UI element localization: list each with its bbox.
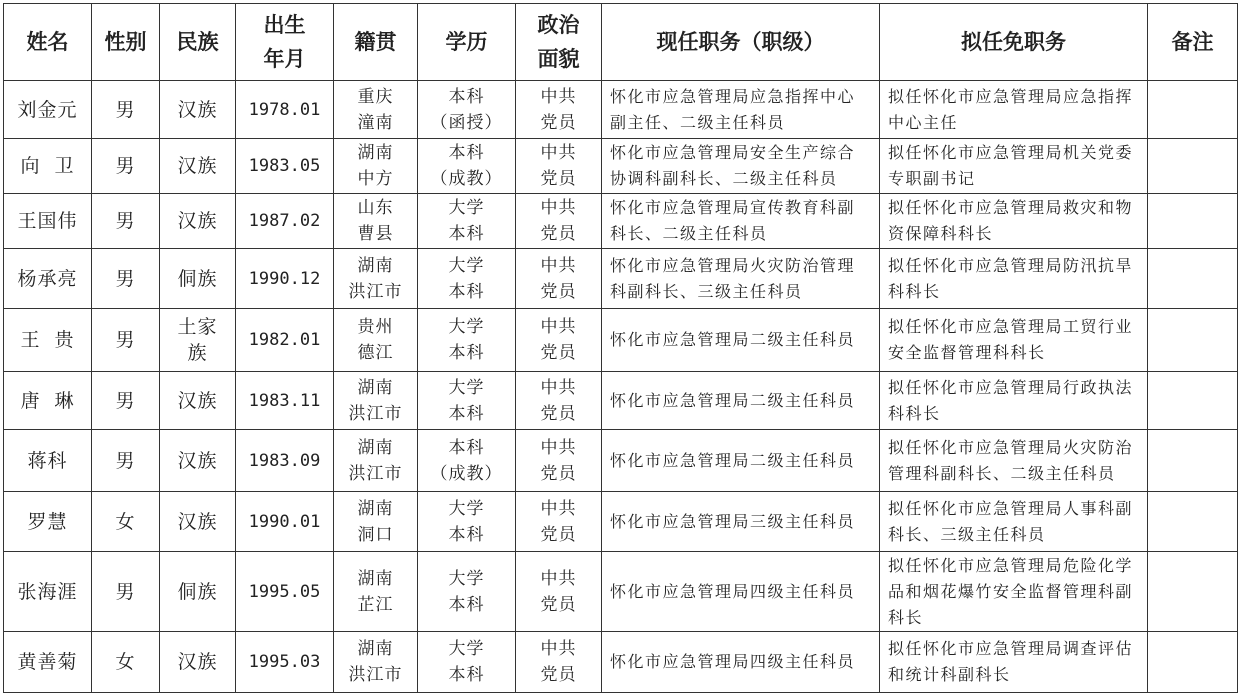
cell-remarks	[1148, 249, 1238, 309]
cell-gender: 女	[92, 632, 160, 693]
cell-origin	[334, 492, 418, 552]
header-political-line1: 政治	[537, 13, 580, 37]
cell-gender: 男	[92, 194, 160, 249]
cell-political-line2: 党员	[540, 281, 577, 302]
cell-education	[418, 430, 516, 492]
cell-ethnicity: 汉族	[160, 372, 236, 430]
cell-gender: 男	[92, 372, 160, 430]
cell-current-position: 怀化市应急管理局二级主任科员	[602, 430, 880, 492]
cell-ethnicity: 汉族	[160, 139, 236, 194]
cell-ethnicity	[160, 309, 236, 372]
header-remarks: 备注	[1148, 4, 1238, 81]
cell-remarks	[1148, 139, 1238, 194]
cell-education-line2: 本科	[448, 403, 485, 424]
cell-education-line2: 本科	[448, 524, 485, 545]
cell-current-position: 怀化市应急管理局宣传教育科副科长、二级主任科员	[602, 194, 880, 249]
cell-origin-line2: 洪江市	[348, 281, 403, 302]
cell-gender: 女	[92, 492, 160, 552]
cell-origin-line1: 湖南	[357, 377, 394, 398]
cell-political-line2: 党员	[540, 169, 577, 189]
cell-birth: 1982.01	[236, 309, 334, 372]
cell-origin-line1: 湖南	[357, 498, 394, 519]
cell-political	[516, 309, 602, 372]
cell-origin-line2: 德江	[357, 343, 394, 363]
cell-education	[418, 249, 516, 309]
table-row	[4, 430, 1238, 492]
cell-political-line2: 党员	[540, 463, 577, 484]
cell-birth: 1983.09	[236, 430, 334, 492]
cell-current-position: 怀化市应急管理局二级主任科员	[602, 309, 880, 372]
cell-remarks	[1148, 632, 1238, 693]
table-row	[4, 492, 1238, 552]
cell-proposed-position: 拟任怀化市应急管理局机关党委专职副书记	[880, 139, 1148, 194]
cell-political	[516, 81, 602, 139]
cell-education	[418, 81, 516, 139]
cell-birth: 1995.05	[236, 552, 334, 632]
cell-ethnicity: 侗族	[160, 249, 236, 309]
header-name: 姓名	[4, 4, 92, 81]
table-row	[4, 194, 1238, 249]
cell-political	[516, 249, 602, 309]
cell-political-line2: 党员	[540, 224, 577, 244]
cell-political-line1: 中共	[540, 377, 577, 398]
cell-ethnicity: 汉族	[160, 430, 236, 492]
cell-political	[516, 139, 602, 194]
cell-birth: 1983.05	[236, 139, 334, 194]
cell-gender: 男	[92, 309, 160, 372]
header-ethnicity: 民族	[160, 4, 236, 81]
cell-ethnicity: 侗族	[160, 552, 236, 632]
cell-education-line1: 本科	[448, 437, 485, 458]
header-birth	[236, 4, 334, 81]
cell-political-line1: 中共	[540, 498, 577, 519]
cell-birth: 1987.02	[236, 194, 334, 249]
header-gender: 性别	[92, 4, 160, 81]
cell-political	[516, 372, 602, 430]
cell-origin-line1: 山东	[357, 198, 394, 218]
cell-proposed-position: 拟任怀化市应急管理局救灾和物资保障科科长	[880, 194, 1148, 249]
cell-gender: 男	[92, 249, 160, 309]
table-row	[4, 249, 1238, 309]
cell-education	[418, 309, 516, 372]
cell-political-line1: 中共	[540, 86, 577, 107]
cell-origin	[334, 139, 418, 194]
cell-education-line2: 本科	[448, 343, 485, 363]
table-row	[4, 632, 1238, 693]
cell-birth: 1990.01	[236, 492, 334, 552]
cell-name: 蒋科	[4, 430, 92, 492]
cell-gender: 男	[92, 139, 160, 194]
cell-origin	[334, 309, 418, 372]
cell-current-position: 怀化市应急管理局四级主任科员	[602, 632, 880, 693]
cell-education	[418, 139, 516, 194]
header-education: 学历	[418, 4, 516, 81]
table-row	[4, 309, 1238, 372]
header-birth-line2: 年月	[263, 47, 306, 71]
cell-education	[418, 552, 516, 632]
cell-political-line1: 中共	[540, 317, 577, 337]
cell-ethnicity: 汉族	[160, 632, 236, 693]
cell-current-position: 怀化市应急管理局四级主任科员	[602, 552, 880, 632]
cell-name: 王 贵	[4, 309, 92, 372]
cell-origin-line1: 湖南	[357, 255, 394, 276]
cell-birth: 1995.03	[236, 632, 334, 693]
cell-ethnicity-line2: 族	[187, 342, 208, 364]
cell-ethnicity: 汉族	[160, 81, 236, 139]
cell-origin-line1: 湖南	[357, 143, 394, 163]
table-row	[4, 552, 1238, 632]
cell-proposed-position: 拟任怀化市应急管理局应急指挥中心主任	[880, 81, 1148, 139]
cell-origin-line2: 潼南	[357, 112, 394, 133]
cell-education-line2: （成教）	[430, 169, 503, 189]
cell-birth: 1983.11	[236, 372, 334, 430]
cell-origin-line1: 湖南	[357, 437, 394, 458]
cell-origin	[334, 194, 418, 249]
cell-education-line1: 大学	[448, 639, 485, 659]
header-political-line2: 面貌	[537, 47, 580, 71]
cell-origin	[334, 81, 418, 139]
cell-origin-line2: 洪江市	[348, 463, 403, 484]
cell-remarks	[1148, 81, 1238, 139]
cell-education	[418, 632, 516, 693]
cell-remarks	[1148, 372, 1238, 430]
cell-origin-line2: 中方	[357, 169, 394, 189]
cell-education-line1: 大学	[448, 198, 485, 218]
cell-remarks	[1148, 492, 1238, 552]
cell-proposed-position: 拟任怀化市应急管理局工贸行业安全监督管理科科长	[880, 309, 1148, 372]
cell-origin-line2: 洪江市	[348, 403, 403, 424]
cell-education-line1: 大学	[448, 255, 485, 276]
table-row	[4, 139, 1238, 194]
cell-education-line2: 本科	[448, 665, 485, 685]
cell-gender: 男	[92, 552, 160, 632]
cell-education	[418, 194, 516, 249]
header-row	[4, 4, 1238, 81]
cell-remarks	[1148, 430, 1238, 492]
header-current-position: 现任职务（职级）	[602, 4, 880, 81]
cell-origin-line2: 洞口	[357, 524, 394, 545]
cell-proposed-position: 拟任怀化市应急管理局火灾防治管理科副科长、二级主任科员	[880, 430, 1148, 492]
cell-education-line1: 大学	[448, 498, 485, 519]
cell-education-line1: 本科	[448, 86, 485, 107]
cell-education-line2: 本科	[448, 224, 485, 244]
cell-political	[516, 632, 602, 693]
cell-political-line1: 中共	[540, 143, 577, 163]
cell-origin	[334, 372, 418, 430]
cell-current-position: 怀化市应急管理局安全生产综合协调科副科长、二级主任科员	[602, 139, 880, 194]
cell-name: 罗慧	[4, 492, 92, 552]
cell-ethnicity: 汉族	[160, 194, 236, 249]
cell-political	[516, 492, 602, 552]
cell-origin-line1: 重庆	[357, 86, 394, 107]
cell-political-line1: 中共	[540, 568, 577, 589]
cell-political-line2: 党员	[540, 403, 577, 424]
cell-political-line2: 党员	[540, 594, 577, 615]
cell-birth: 1978.01	[236, 81, 334, 139]
cell-ethnicity: 汉族	[160, 492, 236, 552]
header-political	[516, 4, 602, 81]
cell-remarks	[1148, 194, 1238, 249]
header-proposed-position: 拟任免职务	[880, 4, 1148, 81]
cell-remarks	[1148, 309, 1238, 372]
cell-origin-line2: 洪江市	[348, 665, 403, 685]
cell-origin-line1: 湖南	[357, 568, 394, 589]
cell-origin-line2: 曹县	[357, 224, 394, 244]
cell-education-line2: 本科	[448, 594, 485, 615]
cell-origin-line2: 芷江	[357, 594, 394, 615]
cell-proposed-position: 拟任怀化市应急管理局行政执法科科长	[880, 372, 1148, 430]
cell-political-line2: 党员	[540, 524, 577, 545]
header-birth-line1: 出生	[263, 13, 306, 37]
cell-origin	[334, 430, 418, 492]
cell-name: 唐 琳	[4, 372, 92, 430]
cell-remarks	[1148, 552, 1238, 632]
personnel-table	[3, 3, 1238, 693]
header-origin: 籍贯	[334, 4, 418, 81]
cell-education-line2: 本科	[448, 281, 485, 302]
cell-political-line1: 中共	[540, 255, 577, 276]
cell-political-line1: 中共	[540, 198, 577, 218]
cell-current-position: 怀化市应急管理局三级主任科员	[602, 492, 880, 552]
cell-education-line1: 大学	[448, 377, 485, 398]
cell-name: 向 卫	[4, 139, 92, 194]
cell-political-line1: 中共	[540, 437, 577, 458]
cell-current-position: 怀化市应急管理局二级主任科员	[602, 372, 880, 430]
cell-political-line1: 中共	[540, 639, 577, 659]
cell-origin-line1: 湖南	[357, 639, 394, 659]
cell-education-line2: （函授）	[430, 112, 503, 133]
cell-name: 刘金元	[4, 81, 92, 139]
cell-gender: 男	[92, 430, 160, 492]
cell-name: 张海涯	[4, 552, 92, 632]
cell-education-line1: 大学	[448, 568, 485, 589]
table-row	[4, 81, 1238, 139]
cell-origin	[334, 632, 418, 693]
table-row	[4, 372, 1238, 430]
cell-origin	[334, 249, 418, 309]
cell-proposed-position: 拟任怀化市应急管理局调查评估和统计科副科长	[880, 632, 1148, 693]
cell-gender: 男	[92, 81, 160, 139]
cell-name: 黄善菊	[4, 632, 92, 693]
cell-political	[516, 430, 602, 492]
cell-name: 王国伟	[4, 194, 92, 249]
cell-political-line2: 党员	[540, 343, 577, 363]
cell-proposed-position: 拟任怀化市应急管理局人事科副科长、三级主任科员	[880, 492, 1148, 552]
cell-political	[516, 194, 602, 249]
cell-name: 杨承亮	[4, 249, 92, 309]
cell-education	[418, 492, 516, 552]
cell-political-line2: 党员	[540, 665, 577, 685]
cell-birth: 1990.12	[236, 249, 334, 309]
cell-ethnicity-line1: 土家	[177, 316, 218, 338]
cell-political	[516, 552, 602, 632]
cell-proposed-position: 拟任怀化市应急管理局危险化学品和烟花爆竹安全监督管理科副科长	[880, 552, 1148, 632]
cell-current-position: 怀化市应急管理局火灾防治管理科副科长、三级主任科员	[602, 249, 880, 309]
cell-origin-line1: 贵州	[357, 317, 394, 337]
cell-proposed-position: 拟任怀化市应急管理局防汛抗旱科科长	[880, 249, 1148, 309]
cell-political-line2: 党员	[540, 112, 577, 133]
cell-education-line1: 大学	[448, 317, 485, 337]
cell-education-line1: 本科	[448, 143, 485, 163]
cell-education	[418, 372, 516, 430]
cell-current-position: 怀化市应急管理局应急指挥中心副主任、二级主任科员	[602, 81, 880, 139]
cell-origin	[334, 552, 418, 632]
cell-education-line2: （成教）	[430, 463, 503, 484]
